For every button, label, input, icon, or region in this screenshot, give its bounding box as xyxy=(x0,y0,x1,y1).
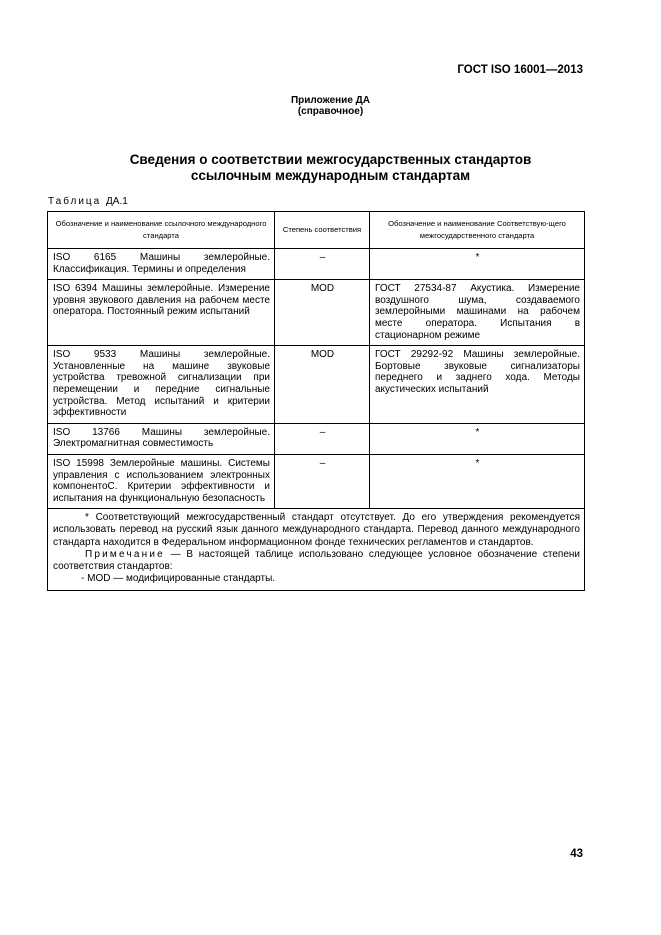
reference-standard-cell: ISO 9533 Машины землеройные. Установленные на машине звуковые устройства тревожной сигнализации при перемещении и передние сигнальные устройства. Метод испытаний и критерии эффективности xyxy=(48,346,275,424)
page-title xyxy=(0,152,661,184)
footnote-star-text: * Соответствующий межгосударственный стандарт отсутствует. До его утверждения рекомендуется использовать перевод на русский язык данного международного стандарта. Перевод данного международного стандарта находится в Федеральном информационном фонде технических регламентов и стандартов. xyxy=(53,512,580,548)
degree-cell: – xyxy=(275,454,370,508)
table-row xyxy=(48,280,585,346)
note-label: Примечание xyxy=(85,548,165,560)
appendix-heading xyxy=(0,95,661,117)
corresponding-standard-cell: ГОСТ 27534-87 Акустика. Измерение воздушного шума, создаваемого землеройными машинами на рабочем месте оператора. Испытания в стационарном режиме xyxy=(370,280,585,346)
degree-cell: MOD xyxy=(275,280,370,346)
corresponding-standard-cell: * xyxy=(370,249,585,280)
page-number: 43 xyxy=(570,848,583,860)
reference-standard-cell: ISO 15998 Землеройные машины. Системы управления с использованием электронных компонентоС. Критерии эффективности и испытания на функциональную безопасность xyxy=(48,454,275,508)
column-header-degree: Степень соответствия xyxy=(275,212,370,249)
reference-standard-cell: ISO 13766 Машины землеройные. Электромагнитная совместимость xyxy=(48,423,275,454)
reference-standard-cell: ISO 6165 Машины землеройные. Классификация. Термины и определения xyxy=(48,249,275,280)
correspondence-table xyxy=(47,211,585,591)
table-row xyxy=(48,454,585,508)
footnote-mod-definition: - MOD — модифицированные стандарты. xyxy=(81,573,276,585)
corresponding-standard-cell: ГОСТ 29292-92 Машины землеройные. Бортовые звуковые сигнализаторы переднего и заднего хода. Методы акустических испытаний xyxy=(370,346,585,424)
note-text: — В настоящей таблице использовано следующее условное обозначение степени соответствия стандартов: xyxy=(53,548,580,573)
page-title-line-1: Сведения о соответствии межгосударственных стандартов xyxy=(129,152,532,167)
table-row xyxy=(48,346,585,424)
table-header-row xyxy=(48,212,585,249)
table-caption-number: ДА.1 xyxy=(106,196,128,207)
corresponding-standard-cell: * xyxy=(370,454,585,508)
column-header-correspondence: Обозначение и наименование Соответствую-щего межгосударственного стандарта xyxy=(370,212,585,249)
appendix-subtitle: (справочное) xyxy=(297,106,364,117)
table-footnote-row xyxy=(48,509,585,590)
corresponding-standard-cell: * xyxy=(370,423,585,454)
table-row xyxy=(48,423,585,454)
degree-cell: MOD xyxy=(275,346,370,424)
column-header-reference: Обозначение и наименование ссылочного международного стандарта xyxy=(48,212,275,249)
footnote-note xyxy=(53,549,580,573)
table-caption xyxy=(48,196,128,207)
table-caption-prefix: Таблица xyxy=(48,196,102,207)
appendix-title: Приложение ДА xyxy=(290,95,371,106)
page-title-line-2: ссылочным международным стандартам xyxy=(190,168,471,183)
document-code: ГОСТ ISO 16001—2013 xyxy=(457,64,583,76)
degree-cell: – xyxy=(275,423,370,454)
table-footnote xyxy=(48,509,585,590)
degree-cell: – xyxy=(275,249,370,280)
table-row xyxy=(48,249,585,280)
reference-standard-cell: ISO 6394 Машины землеройные. Измерение уровня звукового давления на рабочем месте оператора. Постоянный режим испытаний xyxy=(48,280,275,346)
